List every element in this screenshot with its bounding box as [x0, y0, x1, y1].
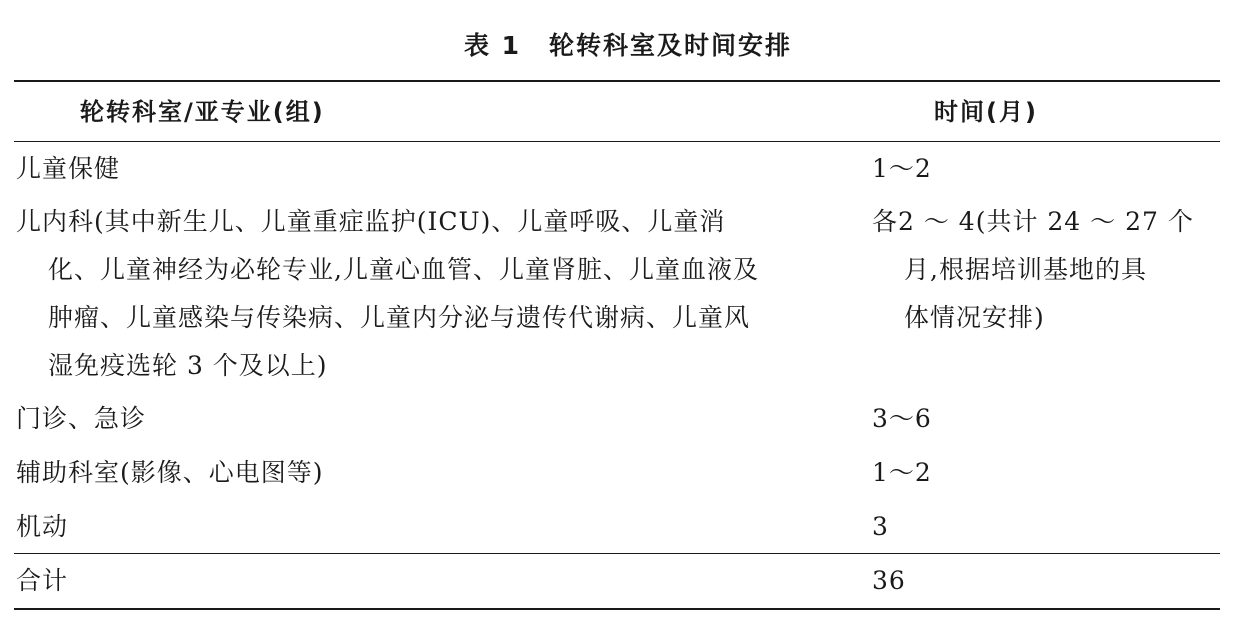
row-total-time: 36 [872, 566, 906, 595]
header-rule [14, 141, 1220, 142]
row-3-dept: 门诊、急诊 [16, 404, 147, 433]
table-bottom-rule [14, 608, 1220, 610]
row-2-dept-line-1: 儿内科(其中新生儿、儿童重症监护(ICU)、儿童呼吸、儿童消 [16, 207, 726, 236]
table-caption-title: 轮转科室及时间安排 [549, 31, 793, 60]
header-dept: 轮转科室/亚专业(组) [80, 98, 325, 126]
row-2-time-line-3: 体情况安排) [904, 303, 1045, 332]
row-4-time: 1～2 [872, 458, 932, 487]
row-5-dept: 机动 [16, 512, 69, 541]
table-top-rule [14, 80, 1220, 82]
row-2-dept-line-3: 肿瘤、儿童感染与传染病、儿童内分泌与遗传代谢病、儿童风 [48, 303, 751, 332]
header-time: 时间(月) [934, 98, 1038, 126]
table-caption [0, 26, 1256, 66]
row-2-dept-line-2: 化、儿童神经为必轮专业,儿童心血管、儿童肾脏、儿童血液及 [48, 255, 759, 284]
row-total-dept: 合计 [16, 566, 69, 595]
row-4-dept: 辅助科室(影像、心电图等) [16, 458, 324, 487]
row-2-dept [16, 198, 836, 390]
row-1-dept: 儿童保健 [16, 154, 121, 183]
row-5-time: 3 [872, 512, 889, 541]
row-2-time-line-1: 各2 ～ 4(共计 24 ～ 27 个 [872, 207, 1194, 236]
total-rule [14, 553, 1220, 554]
table-caption-number: 表 1 [463, 31, 522, 60]
row-1-time: 1～2 [872, 154, 932, 183]
row-2-time-line-2: 月,根据培训基地的具 [904, 255, 1147, 284]
row-2-dept-line-4: 湿免疫选轮 3 个及以上) [48, 351, 328, 380]
row-2-time [872, 198, 1212, 342]
row-3-time: 3～6 [872, 404, 932, 433]
